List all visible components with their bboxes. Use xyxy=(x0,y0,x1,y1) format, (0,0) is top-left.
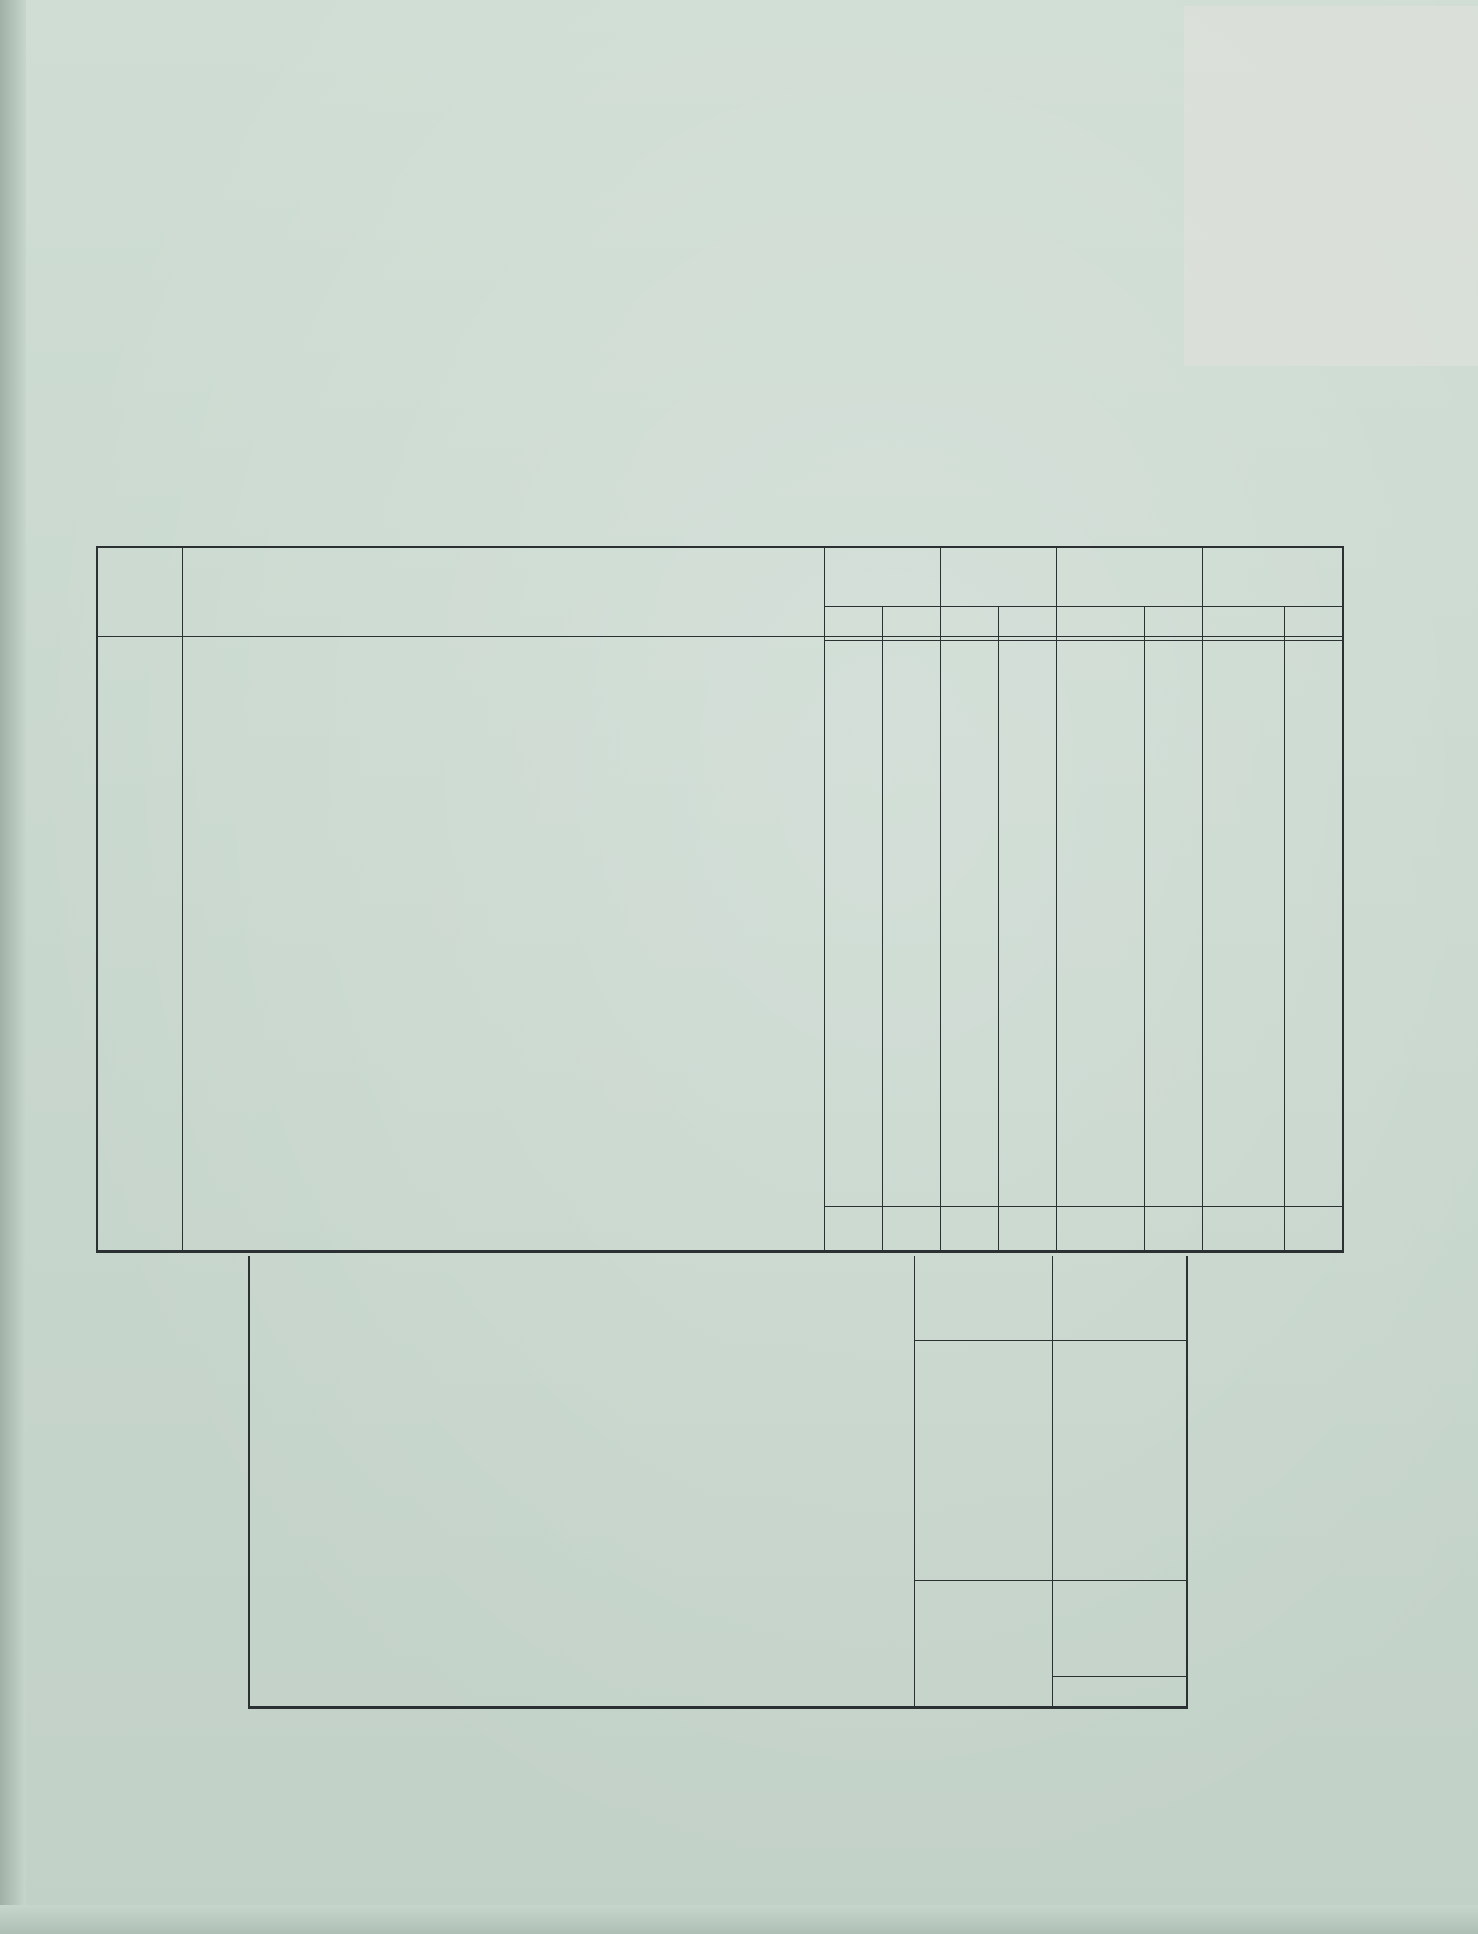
table-rule xyxy=(914,1256,915,1708)
table-rule xyxy=(1284,606,1285,1252)
labores-table xyxy=(96,546,1344,1252)
tesoreria-table xyxy=(248,1256,1190,1708)
table-rule xyxy=(1056,546,1057,1252)
table-rule xyxy=(1202,546,1203,1252)
table-rule xyxy=(940,546,941,1252)
page-edge-bottom xyxy=(0,1905,1478,1934)
archive-watermark xyxy=(1184,6,1478,366)
table-rule xyxy=(248,1706,1188,1709)
table-rule xyxy=(914,1580,1188,1581)
table-rule xyxy=(914,1340,1188,1341)
table-rule xyxy=(96,636,1344,637)
ornament xyxy=(248,1304,914,1331)
table-rule xyxy=(1052,1256,1053,1708)
table-rule xyxy=(824,1206,1344,1207)
table-rule xyxy=(1052,1676,1188,1677)
table-rule xyxy=(96,546,1344,548)
tesoreria-title xyxy=(248,1274,914,1301)
header-cargo xyxy=(1052,1278,1186,1305)
table-rule xyxy=(1186,1256,1188,1708)
page-edge-left xyxy=(0,0,26,1934)
header-data xyxy=(914,1278,1052,1305)
table-rule xyxy=(824,640,1344,641)
table-rule xyxy=(824,546,825,1252)
table-rule xyxy=(824,606,1344,607)
table-rule xyxy=(882,606,883,1252)
table-rule xyxy=(96,1250,1344,1253)
table-rule xyxy=(96,546,98,1252)
table-rule xyxy=(998,606,999,1252)
table-rule xyxy=(1342,546,1344,1252)
table-rule xyxy=(182,546,183,1252)
table-rule xyxy=(1144,606,1145,1252)
